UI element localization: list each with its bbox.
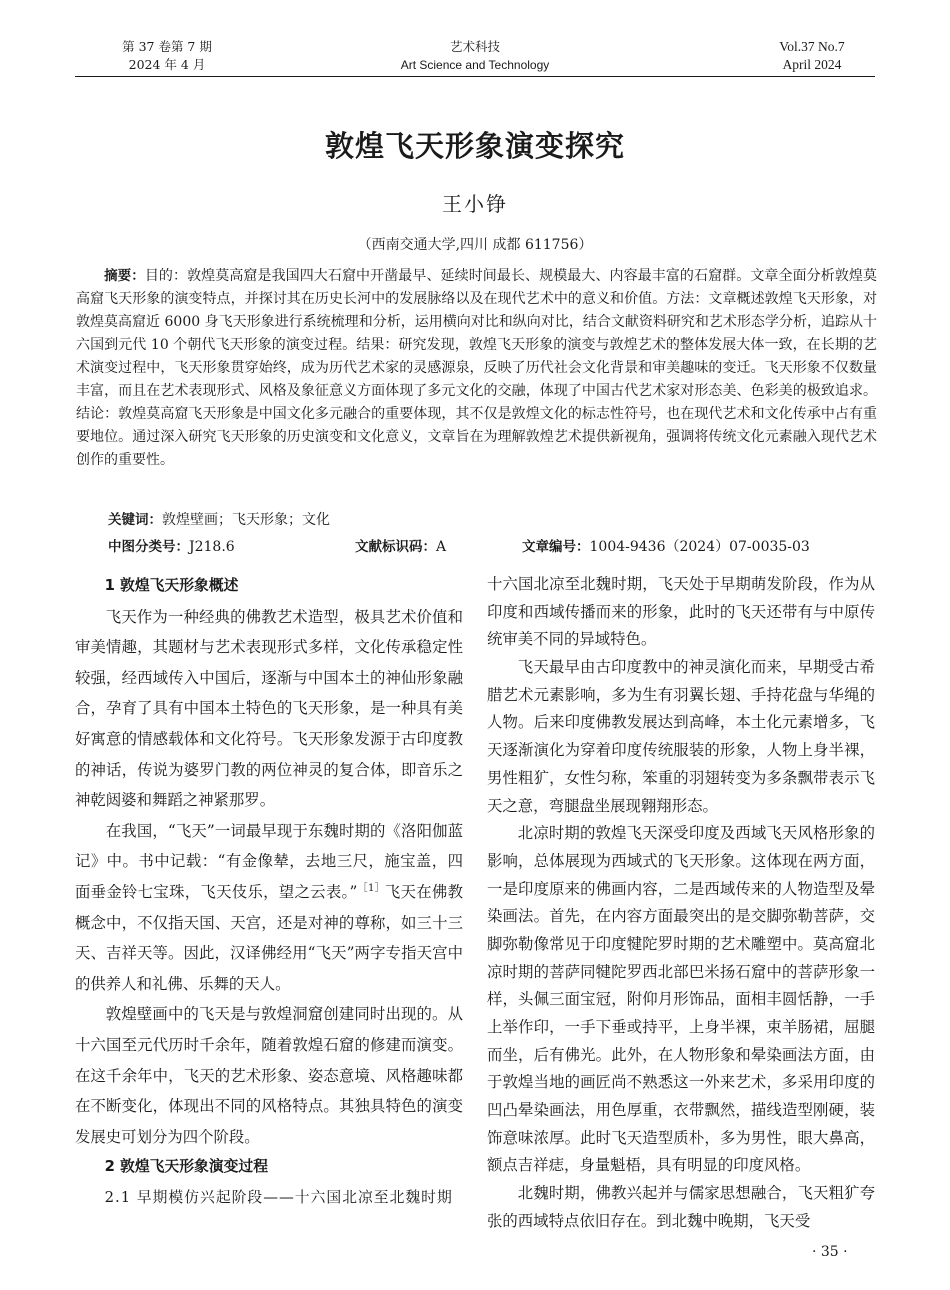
paragraph xyxy=(75,816,463,1000)
keywords-label: 关键词： xyxy=(108,512,162,528)
section-2-1-heading: 2.1 早期模仿兴起阶段——十六国北凉至北魏时期 xyxy=(104,1188,453,1206)
header-rule xyxy=(75,76,875,77)
clc-label: 中图分类号： xyxy=(108,539,189,555)
paragraph-text: 在我国，“飞天”一词最早现于东魏时期的《洛阳伽蓝记》中。书中记载：“有金像辇，去地三尺，施宝盖，四面垂金铃七宝珠，飞天伎乐，望之云表。” xyxy=(75,821,463,901)
body-right-column xyxy=(487,571,875,1236)
journal-name-cn: 艺术科技 xyxy=(449,39,500,54)
paragraph-continued: 十六国北凉至北魏时期，飞天处于早期萌发阶段，作为从印度和西域传播而来的形象，此时的飞天还带有与中原传统审美不同的异域特色。 xyxy=(487,575,875,649)
section-2-heading: 2 敦煌飞天形象演变过程 xyxy=(104,1158,269,1176)
article-number-label: 文章编号： xyxy=(522,539,590,555)
article-number xyxy=(522,535,810,556)
author-affiliation: （西南交通大学,四川 成都 611756） xyxy=(357,237,593,253)
abstract-text: 目的：敦煌莫高窟是我国四大石窟中开凿最早、延续时间最长、规模最大、内容最丰富的石窟群。文章全面分析敦煌莫高窟飞天形象的演变特点，并探讨其在历史长河中的发展脉络以及在现代艺术中的意义和价值。方法：文章概述敦煌飞天形象，对敦煌莫高窟近 6000 身飞天形象进行系统梳理和分析，运用横向对比和纵向对比，结合文献资料研究和艺术形态学分析，追踪从十六国到元代 10 个朝代飞天形象的演变过程。结果：研究发现，敦煌飞天形象的演变与敦煌艺术的整体发展大体一致，在长期的艺术演变过程中，飞天形象贯穿始终，成为历代艺术家的灵感源泉，反映了历代社会文化背景和审美趣味的变迁。飞天形象不仅数量丰富，而且在艺术表现形式、风格及象征意义方面体现了多元文化的交融，体现了中国古代艺术家对形态美、色彩美的极致追求。结论：敦煌莫高窟飞天形象是中国文化多元融合的重要体现，其不仅是敦煌文化的标志性符号，也在现代艺术和文化传承中占有重要地位。通过深入研究飞天形象的历史演变和文化意义，文章旨在为理解敦煌艺术提供新视角，强调将传统文化元素融入现代艺术创作的重要性。 xyxy=(76,268,877,468)
paragraph: 北魏时期，佛教兴起并与儒家思想融合，飞天粗犷夸张的西域特点依旧存在。到北魏中晚期，飞天受 xyxy=(487,1184,875,1230)
keywords-text: 敦煌壁画；飞天形象；文化 xyxy=(162,512,330,528)
doc-code-label: 文献标识码： xyxy=(355,539,436,555)
date-en: April 2024 xyxy=(782,57,842,72)
article-title: 敦煌飞天形象演变探究 xyxy=(324,129,625,163)
journal-name xyxy=(380,38,570,74)
paragraph-text: 飞天在佛教概念中，不仅指天国、天宫，还是对神的尊称，如三十三天、吉祥天等。因此，汉译佛经用“飞天”两字专指天宫中的供养人和礼佛、乐舞的天人。 xyxy=(75,882,463,993)
journal-issue xyxy=(112,38,222,74)
clc-number xyxy=(108,535,235,555)
citation-ref: ［1］ xyxy=(357,882,385,894)
page-number: · 35 · xyxy=(812,1244,848,1260)
paragraph: 敦煌壁画中的飞天是与敦煌洞窟创建同时出现的。从十六国至元代历时千余年，随着敦煌石窟的修建而演变。在这千余年中，飞天的艺术形象、姿态意境、风格趣味都在不断变化，体现出不同的风格特点。其独具特色的演变发展史可划分为四个阶段。 xyxy=(75,1005,463,1146)
article-number-value: 1004-9436（2024）07-0035-03 xyxy=(589,539,810,555)
issue-date: 2024 年 4 月 xyxy=(128,57,206,72)
abstract-label: 摘要： xyxy=(104,268,145,284)
doc-code-value: A xyxy=(436,539,447,555)
clc-value: J218.6 xyxy=(189,539,235,555)
volume-issue: 第 37 卷第 7 期 xyxy=(122,39,212,54)
document-code xyxy=(355,535,446,555)
journal-volume-en xyxy=(762,38,862,74)
section-1-heading: 1 敦煌飞天形象概述 xyxy=(104,577,239,594)
body-left-column xyxy=(75,571,463,1213)
volume-en: Vol.37 No.7 xyxy=(779,39,845,54)
abstract xyxy=(76,265,877,472)
paragraph: 飞天最早由古印度教中的神灵演化而来，早期受古希腊艺术元素影响，多为生有羽翼长翅、手持花盘与华绳的人物。后来印度佛教发展达到高峰，本土化元素增多，飞天逐渐演化为穿着印度传统服装的形象，人物上身半裸，男性粗犷，女性匀称，笨重的羽翅转变为多条飘带表示飞天之意，弯腿盘坐展现翱翔形态。 xyxy=(487,658,875,815)
keywords xyxy=(108,508,330,529)
paragraph: 飞天作为一种经典的佛教艺术造型，极具艺术价值和审美情趣，其题材与艺术表现形式多样，文化传承稳定性较强，经西域传入中国后，逐渐与中国本土的神仙形象融合，孕育了具有中国本土特色的飞天形象，是一种具有美好寓意的情感载体和文化符号。飞天形象发源于古印度教的神话，传说为婆罗门教的两位神灵的复合体，即音乐之神乾闼婆和舞蹈之神紧那罗。 xyxy=(75,607,463,810)
journal-name-en: Art Science and Technology xyxy=(400,58,550,72)
paragraph: 北凉时期的敦煌飞天深受印度及西域飞天风格形象的影响，总体展现为西域式的飞天形象。这体现在两方面，一是印度原来的佛画内容，二是西域传来的人物造型及晕染画法。首先，在内容方面最突出的是交脚弥勒菩萨，交脚弥勒像常见于印度犍陀罗时期的艺术雕塑中。莫高窟北凉时期的菩萨同犍陀罗西北部巴米扬石窟中的菩萨形象一样，头佩三面宝冠，附仰月形饰品，面相丰圆恬静，一手上举作印，一手下垂或持平，上身半裸，束羊肠裙，屈腿而坐，后有佛光。此外，在人物形象和晕染画法方面，由于敦煌当地的画匠尚不熟悉这一外来艺术，多采用印度的凹凸晕染画法，用色厚重，衣带飘然，描线造型刚硬，装饰意味浓厚。此时飞天造型质朴，多为男性，眼大鼻高，额点吉祥痣，身量魁梧，具有明显的印度风格。 xyxy=(487,824,875,1175)
article-author: 王小铮 xyxy=(442,192,508,216)
